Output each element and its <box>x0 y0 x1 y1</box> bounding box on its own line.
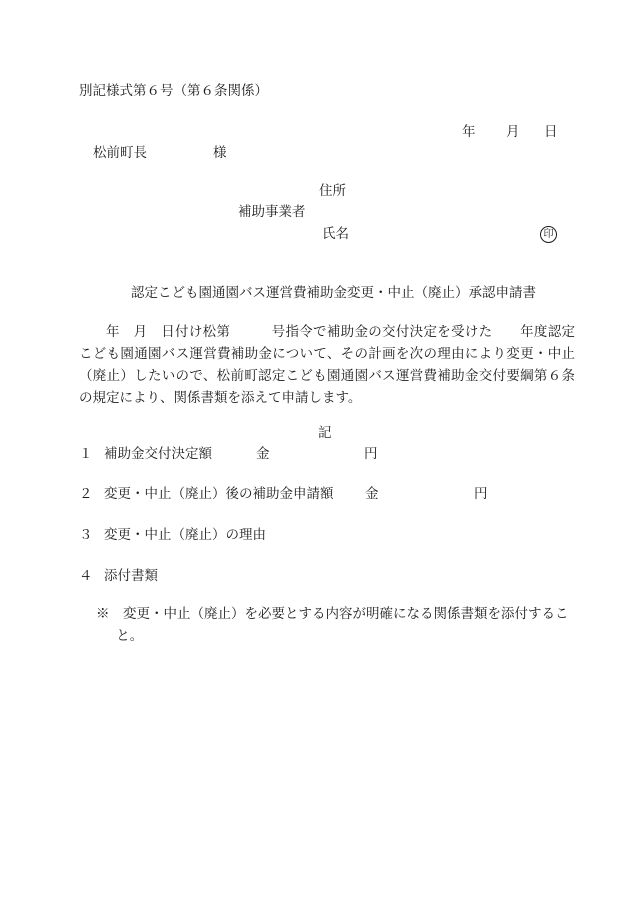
attachment-note <box>96 603 574 647</box>
item-label: 変更・中止（廃止）後の補助金申請額 <box>104 486 334 502</box>
item-number: ４ <box>79 568 93 584</box>
date-day: 日 <box>544 124 558 140</box>
note-text: 変更・中止（廃止）を必要とする内容が明確になる関係書類を添付すること。 <box>116 606 569 644</box>
ki-heading: 記 <box>318 425 332 441</box>
applicant-name-label: 氏名 <box>322 226 349 242</box>
item-number: ３ <box>79 527 93 543</box>
item-currency: 金 <box>365 486 379 502</box>
item-currency: 金 <box>256 446 270 462</box>
date-year: 年 <box>462 124 476 140</box>
date-month: 月 <box>506 124 520 140</box>
form-number: 別記様式第６号（第６条関係） <box>79 83 268 99</box>
addressee-honorific: 様 <box>213 145 227 161</box>
seal-icon <box>540 226 557 243</box>
item-label: 補助金交付決定額 <box>104 446 212 462</box>
document-title: 認定こども園通園バス運営費補助金変更・中止（廃止）承認申請書 <box>131 285 536 301</box>
body-paragraph: 年 月 日付け松第 号指令で補助金の交付決定を受けた 年度認定こども園通園バス運営費補助金について、その計画を次の理由により変更・中止（廃止）したいので、松前町認定こども園通園バス運営費補助金交付要綱第６条の規定により、関係書類を添えて申請します。 <box>79 324 575 406</box>
item-label: 変更・中止（廃止）の理由 <box>104 527 266 543</box>
item-unit: 円 <box>364 446 378 462</box>
seal-mark: 印 <box>540 226 557 243</box>
item-unit: 円 <box>474 486 488 502</box>
applicant-role: 補助事業者 <box>238 204 306 220</box>
note-mark: ※ <box>96 606 110 622</box>
item-number: ２ <box>79 486 93 502</box>
item-label: 添付書類 <box>104 568 158 584</box>
item-number: １ <box>79 446 93 462</box>
addressee-name: 松前町長 <box>93 145 147 161</box>
applicant-address-label: 住所 <box>319 183 346 199</box>
